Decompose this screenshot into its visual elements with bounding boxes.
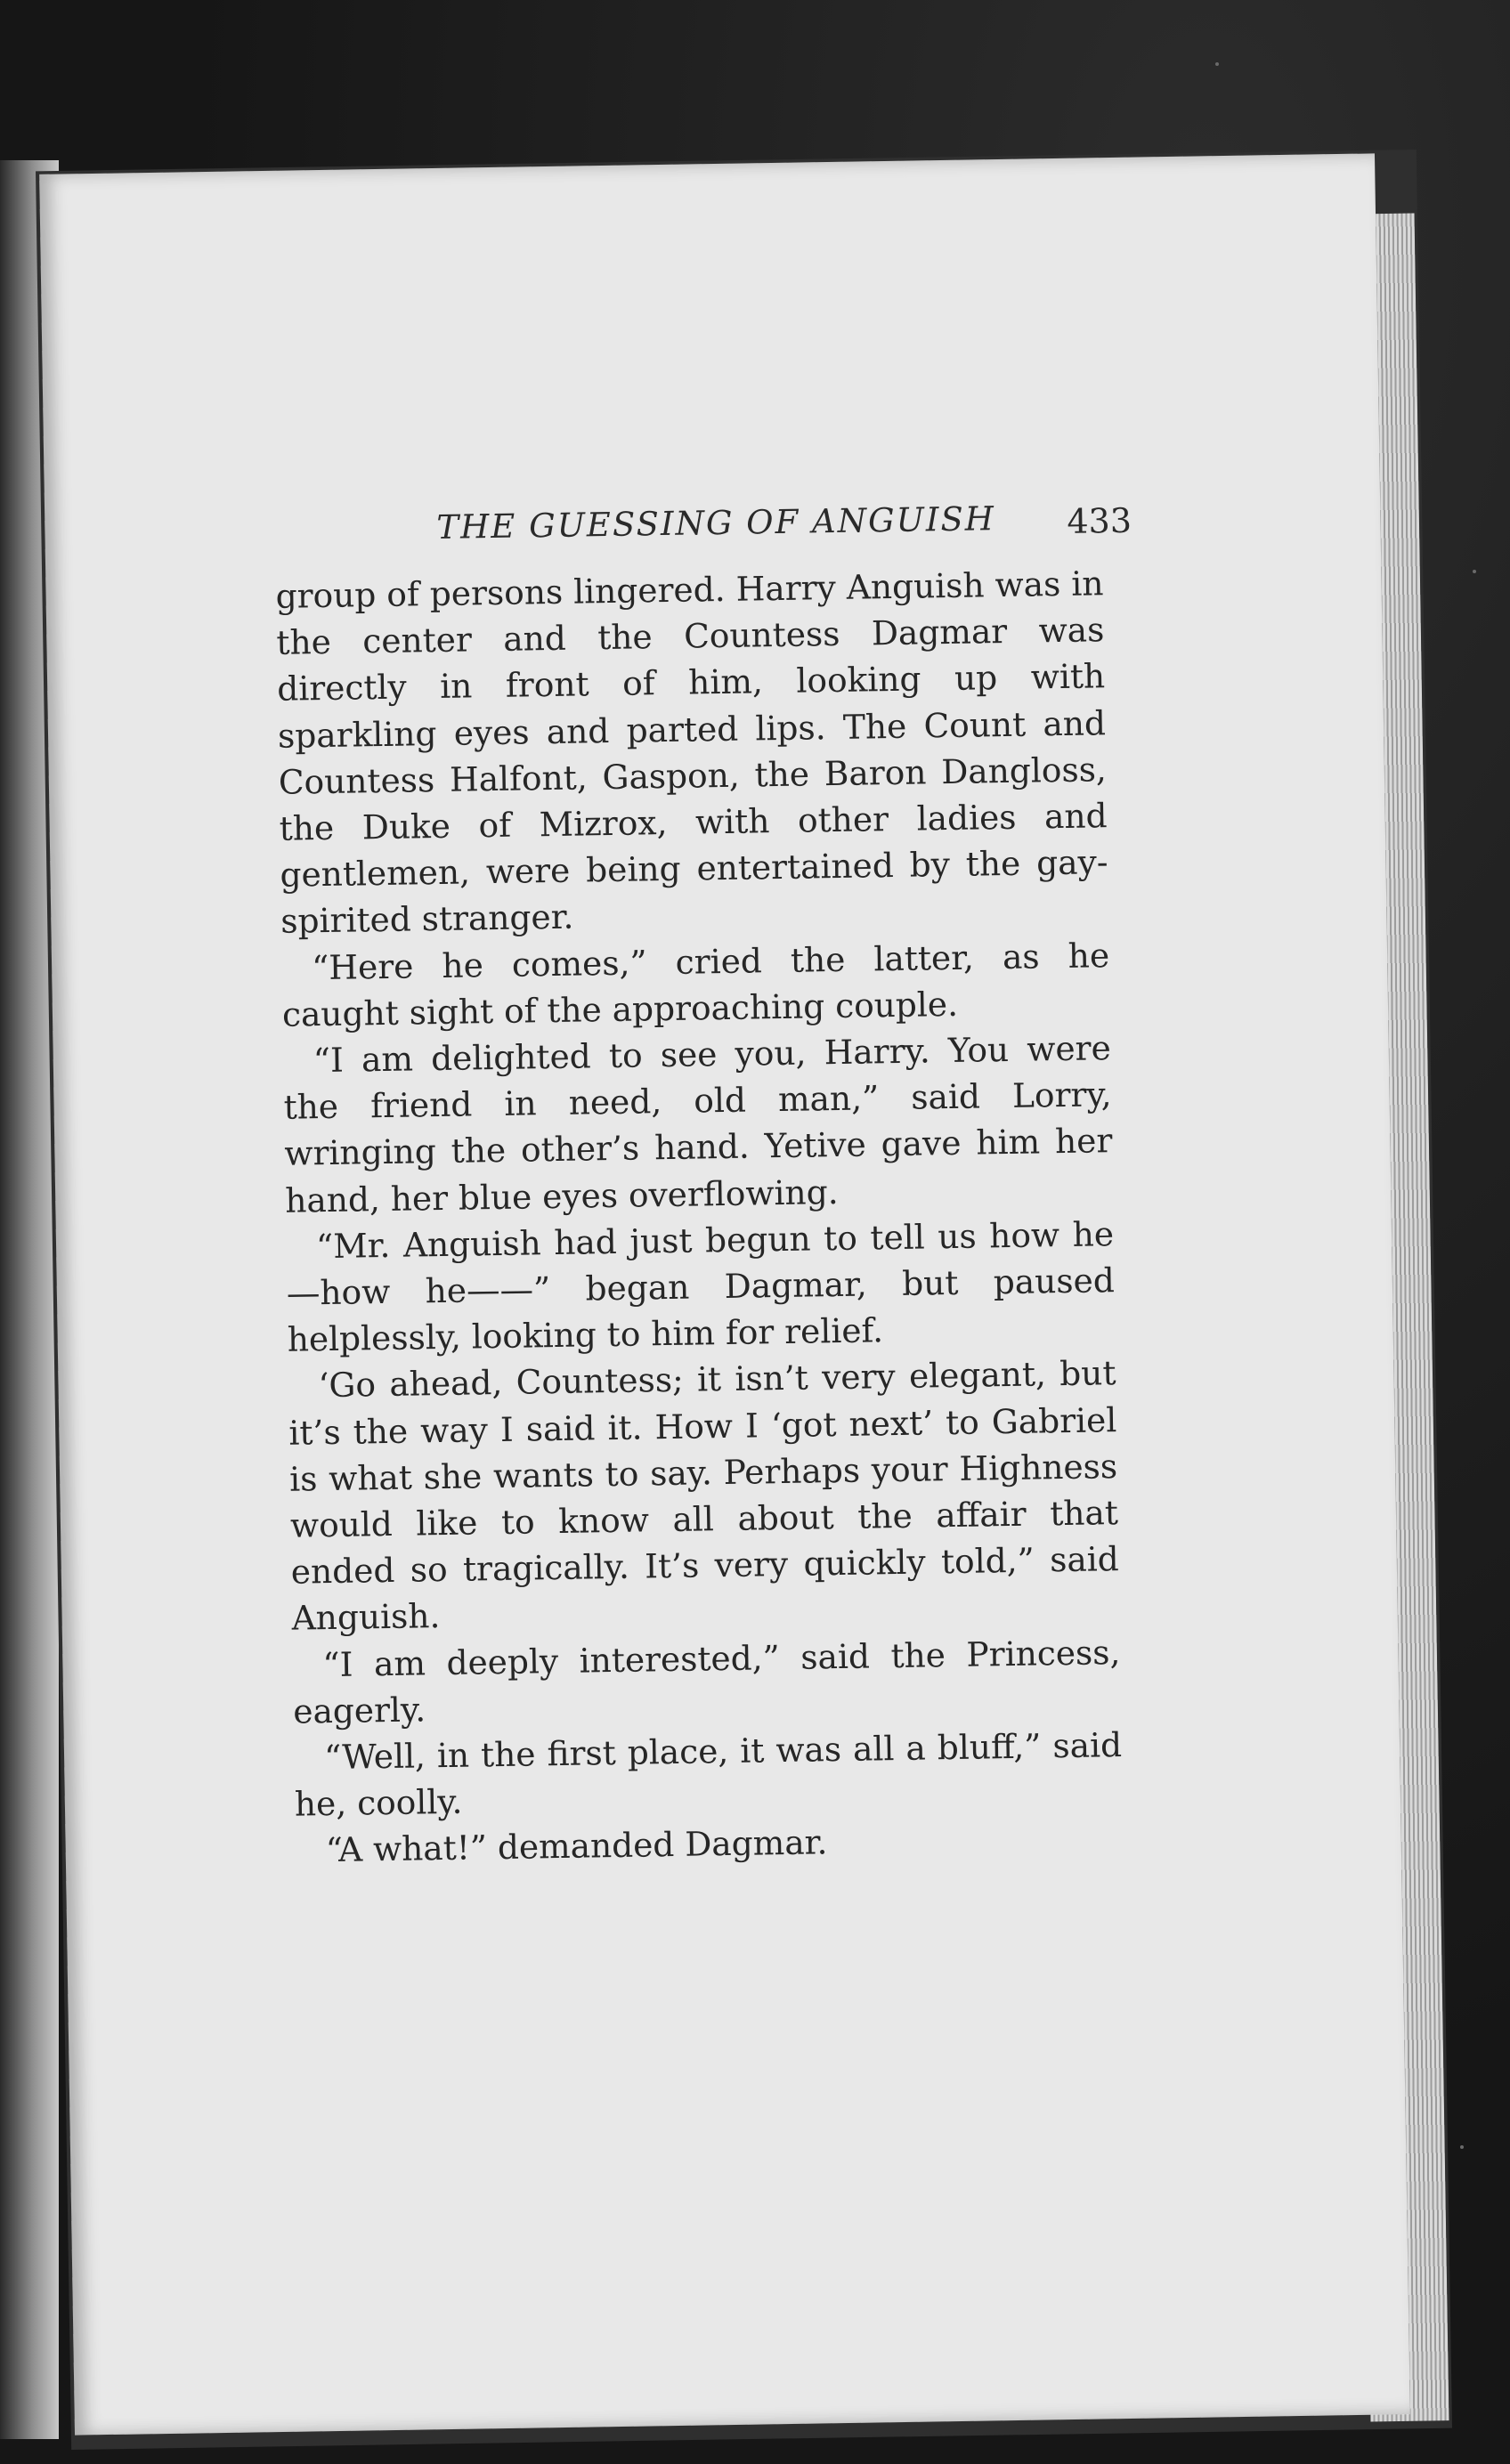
paragraph: “A what!” demanded Dagmar. — [325, 1822, 828, 1870]
paragraph: “I am deeply interested,” said the Princess, eagerly. — [292, 1632, 1121, 1731]
paragraph: “Here he comes,” cried the latter, as he caught sight of the approaching couple. — [281, 935, 1110, 1034]
dust-speck — [1460, 2145, 1464, 2149]
paragraph: “I am delighted to see you, Harry. You were the friend in need, old man,” said Lorry, wringing the other’s hand. Yetive gave him her hand, her blue eyes overflowing. — [283, 1028, 1113, 1220]
paragraph: ‘Go ahead, Countess; it isn’t very elegant, but it’s the way I said it. How I ‘got next’ to Gabriel is what she wants to say. Perhaps your Highness would like to know all about the affair that ended so tragically. It’s very quickly told,” said Anguish. — [288, 1353, 1120, 1639]
paragraph: group of persons lingered. Harry Anguish was in the center and the Countess Dagmar was directly in front of him, looking up with sparkling eyes and parted lips. The Count and Countess Halfont, Gaspon, the Baron Dangloss, the Duke of Mizrox, with other ladies and gentlemen, were being entertained by the gay-spirited stranger. — [275, 563, 1108, 942]
paragraph: “Mr. Anguish had just begun to tell us how he—how he——” began Dagmar, but paused helplessly, looking to him for relief. — [286, 1213, 1116, 1359]
dust-speck — [1215, 62, 1219, 66]
book-page — [39, 153, 1410, 2435]
body-text — [275, 560, 1124, 1874]
running-head: THE GUESSING OF ANGUISH — [436, 499, 996, 547]
dust-speck — [1473, 570, 1476, 573]
paragraph: “Well, in the first place, it was all a bluff,” said he, coolly. — [294, 1725, 1123, 1824]
page-number: 433 — [1067, 500, 1132, 541]
